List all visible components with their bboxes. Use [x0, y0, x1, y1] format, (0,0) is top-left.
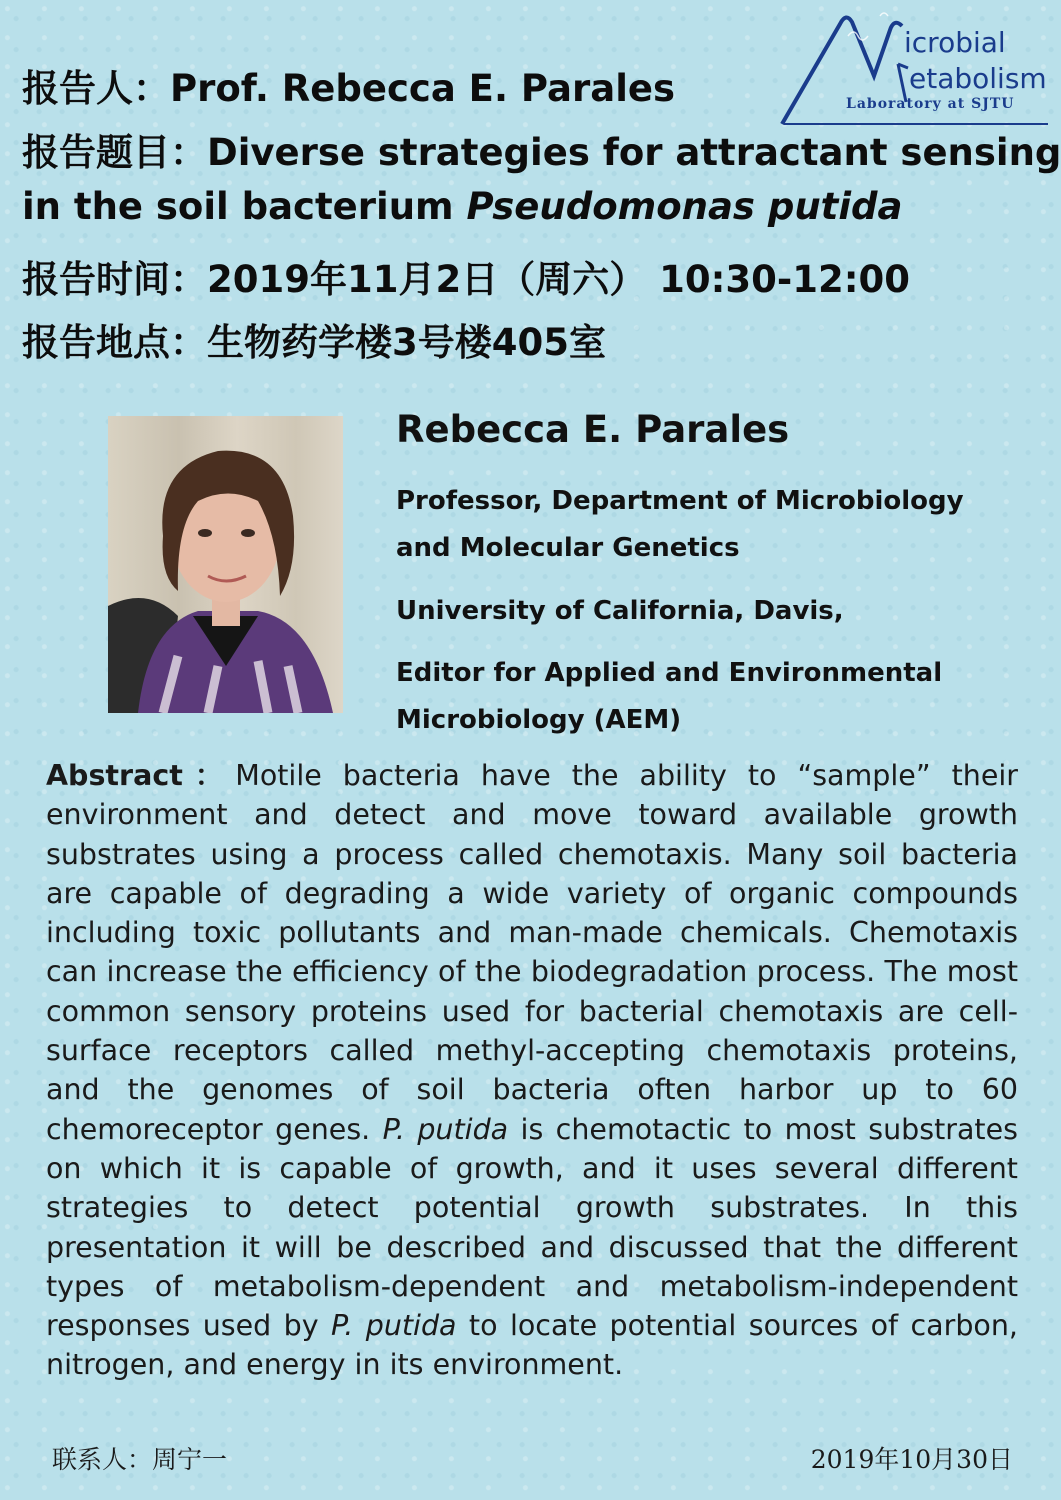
talk-time: 2019年11月2日（周六） 10:30-12:00 [207, 258, 910, 301]
logo-subtitle: Laboratory at SJTU [846, 96, 1015, 112]
abstract-species-1: P. putida [382, 1112, 509, 1146]
abstract-part1: Motile bacteria have the ability to “sample” their environment and detect and move toward available growth substrates using a process called chemotaxis. Many soil bacteria are capable of degrading a wide variety of organic compounds including toxic pollutants and man-made chemicals. Chemotaxis can increase the efficiency of the biodegradation process. The most common sensory proteins used for bacterial chemotaxis are cell-surface receptors called methyl-accepting chemotaxis proteins, and the genomes of soil bacteria often harbor up to 60 chemoreceptor genes. [46, 759, 1018, 1146]
abstract-label: Abstract [46, 759, 183, 792]
abstract-part3: to locate potential sources of carbon, nitrogen, and energy in its environment. [46, 1309, 1018, 1382]
speaker-editor-line2: Microbiology (AEM) [396, 705, 682, 735]
speaker-label: 报告人： [22, 67, 170, 110]
speaker-photo [108, 416, 343, 713]
place-label: 报告地点： [22, 321, 207, 364]
place-line [22, 312, 606, 366]
notice-date: 2019年10月30日 [810, 1445, 1013, 1474]
title-line-2 [22, 185, 902, 228]
speaker-editor-line1: Editor for Applied and Environmental [396, 658, 943, 688]
talk-title-part1: Diverse strategies for attractant sensing [207, 131, 1061, 174]
abstract-part2: is chemotactic to most substrates on which it is capable of growth, and it uses several different strategies to detect potential growth substrates. In this presentation it will be described and discussed that the different types of metabolism-dependent and metabolism-independent responses used by [46, 1112, 1018, 1343]
talk-place: 生物药学楼3号楼405室 [207, 321, 606, 364]
abstract-text [46, 756, 1018, 1385]
abstract-label-colon: ： [182, 759, 236, 792]
speaker-university: University of California, Davis, [396, 596, 844, 626]
time-label: 报告时间： [22, 258, 207, 301]
logo-word-1: icrobial [904, 26, 1006, 59]
speaker-name-heading: Rebecca E. Parales [396, 408, 790, 451]
talk-title-part2: in the soil bacterium [22, 185, 467, 228]
logo-word-2: etabolism [909, 62, 1047, 95]
speaker-position-line2: and Molecular Genetics [396, 533, 740, 563]
speaker-name: Prof. Rebecca E. Parales [170, 67, 675, 110]
contact-person: 联系人：周宁一 [52, 1445, 228, 1474]
title-line-1 [22, 122, 1061, 176]
title-label: 报告题目： [22, 131, 207, 174]
speaker-position-line1: Professor, Department of Microbiology [396, 486, 964, 516]
speaker-line [22, 58, 675, 112]
lab-logo [778, 6, 1056, 128]
time-line [22, 249, 910, 303]
talk-title-species: Pseudomonas putida [466, 185, 903, 228]
abstract-species-2: P. putida [331, 1309, 457, 1343]
